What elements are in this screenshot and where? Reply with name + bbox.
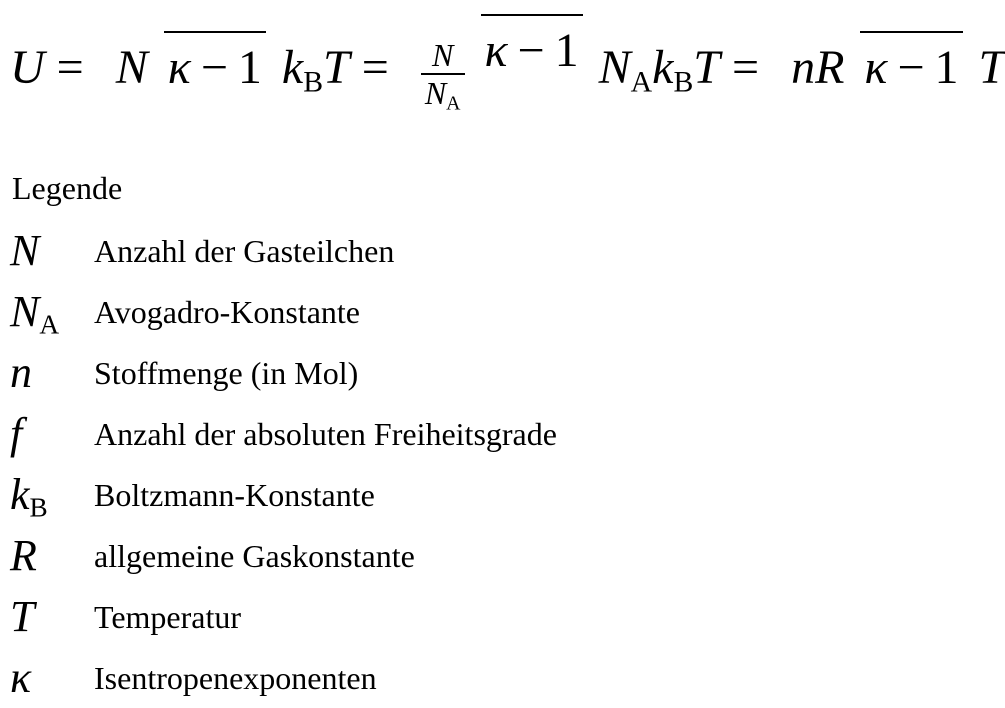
nested-fraction-denominator: [421, 73, 465, 115]
fraction-2-numerator: [417, 24, 481, 115]
legend-row: [10, 464, 860, 525]
k-subscript: B: [673, 65, 694, 99]
kappa-symbol: κ: [864, 41, 888, 94]
nested-fraction: [421, 37, 465, 115]
legend-symbol: [10, 530, 94, 580]
symbol-letter: R: [10, 530, 37, 580]
symbol-letter: n: [10, 347, 32, 397]
t-symbol: T: [323, 41, 350, 94]
k-subscript: B: [303, 65, 324, 99]
minus-sign: −: [897, 41, 925, 94]
legend-row: [10, 586, 860, 647]
legend-symbol: [10, 225, 94, 275]
legend-row: [10, 403, 860, 464]
legend-description: Anzahl der absoluten Freiheitsgrade: [94, 415, 557, 452]
one-digit: 1: [934, 41, 959, 94]
fraction-3-denominator: [860, 31, 962, 94]
legend-symbol: [10, 652, 94, 702]
fraction-1: [112, 41, 266, 94]
legend-description: Anzahl der Gasteilchen: [94, 232, 395, 269]
n-symbol: N: [424, 75, 447, 111]
legend-description: Temperatur: [94, 598, 242, 635]
one-digit: 1: [237, 41, 262, 94]
fraction-1-numerator: N: [115, 41, 148, 94]
nested-fraction-numerator: N: [431, 37, 454, 73]
n-subscript: A: [630, 65, 653, 99]
minus-sign: −: [517, 24, 545, 77]
legend-row: [10, 647, 860, 708]
kappa-symbol: κ: [484, 24, 508, 77]
legend-symbol: [10, 286, 94, 340]
n-subscript: A: [446, 92, 461, 115]
kappa-symbol: κ: [167, 41, 191, 94]
t-symbol: T: [693, 41, 720, 94]
legend-symbol: [10, 469, 94, 523]
symbol-subscript: B: [29, 492, 48, 523]
k-symbol: k: [652, 41, 674, 94]
fraction-2-denominator: [481, 14, 583, 77]
equals-sign-3: =: [732, 41, 760, 94]
k-symbol: k: [281, 41, 304, 94]
n-symbol: N: [598, 41, 631, 94]
symbol-letter: N: [10, 225, 40, 275]
term-1-factor: [281, 41, 350, 99]
legend-title: Legende: [12, 170, 123, 206]
term-2-factor: [598, 41, 720, 99]
legend-symbol: [10, 408, 94, 458]
symbol-letter: f: [10, 408, 23, 458]
symbol-letter: k: [10, 469, 30, 519]
legend-symbol: [10, 591, 94, 641]
legend-symbol: [10, 347, 94, 397]
legend-description: Stoffmenge (in Mol): [94, 354, 359, 391]
one-digit: 1: [554, 24, 579, 77]
fraction-2: [417, 24, 583, 115]
legend-row: [10, 342, 860, 403]
legend-description: allgemeine Gaskonstante: [94, 537, 415, 574]
legend-row: [10, 281, 860, 342]
legend-row: [10, 220, 860, 281]
internal-energy-formula: [10, 2, 1005, 134]
symbol-letter: T: [10, 591, 35, 641]
minus-sign: −: [200, 41, 228, 94]
fraction-3-numerator: nR: [791, 41, 845, 94]
symbol-subscript: A: [39, 309, 60, 340]
legend-list: [10, 220, 860, 708]
equals-sign-1: =: [56, 41, 84, 94]
legend-description: Avogadro-Konstante: [94, 293, 360, 330]
fraction-1-denominator: [164, 31, 266, 94]
symbol-letter: N: [10, 286, 40, 336]
formula-lhs-u: U: [10, 41, 45, 94]
legend-row: [10, 525, 860, 586]
symbol-letter: κ: [10, 652, 32, 702]
legend-description: Isentropenexponenten: [94, 659, 377, 696]
term-3-factor: T: [978, 41, 1005, 94]
legend-description: Boltzmann-Konstante: [94, 476, 375, 513]
equals-sign-2: =: [361, 41, 389, 94]
fraction-3: [787, 41, 962, 94]
